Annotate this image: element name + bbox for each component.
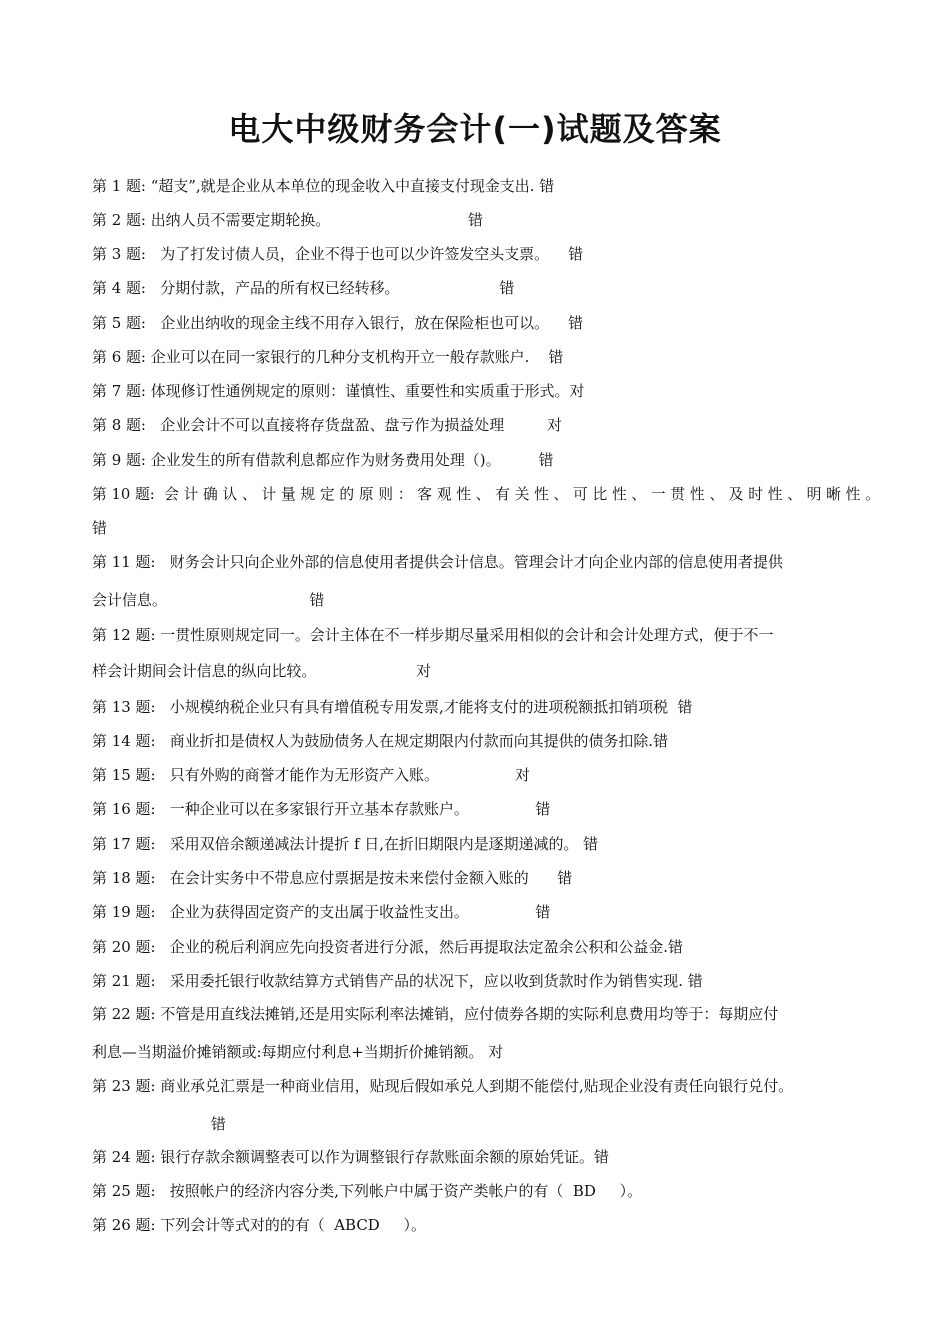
question-line: 第 11 题: 财务会计只向企业外部的信息使用者提供会计信息。管理会计才向企业内部的信息使用者提供 bbox=[92, 553, 783, 571]
question-line: 第 6 题: 企业可以在同一家银行的几种分支机构开立一般存款账户. 错 bbox=[92, 348, 564, 366]
question-line: 错 bbox=[92, 1115, 226, 1133]
question-line: 第 13 题: 小规模纳税企业只有具有增值税专用发票,才能将支付的进项税额抵扣销项税 错 bbox=[92, 698, 693, 716]
question-line: 第 24 题: 银行存款余额调整表可以作为调整银行存款账面余额的原始凭证。错 bbox=[92, 1148, 609, 1166]
question-line: 第 3 题: 为了打发讨债人员，企业不得于也可以少许签发空头支票。 错 bbox=[92, 245, 584, 263]
question-line: 第 17 题: 采用双倍余额递减法计提折 f 日,在折旧期限内是逐期递减的。 错 bbox=[92, 835, 599, 853]
document-title: 电大中级财务会计(一)试题及答案 bbox=[228, 110, 722, 148]
question-line: 第 7 题: 体现修订性通例规定的原则：谨慎性、重要性和实质重于形式。对 bbox=[92, 382, 585, 400]
question-line: 样会计期间会计信息的纵向比较。 对 bbox=[92, 662, 432, 680]
question-line: 第 1 题: “超支”,就是企业从本单位的现金收入中直接支付现金支出. 错 bbox=[92, 177, 555, 195]
question-line: 第 18 题: 在会计实务中不带息应付票据是按未来偿付金额入账的 错 bbox=[92, 869, 573, 887]
question-line: 利息—当期溢价摊销额或:每期应付利息+当期折价摊销额。 对 bbox=[92, 1043, 504, 1061]
question-line: 第 26 题: 下列会计等式对的的有（ ABCD ）。 bbox=[92, 1216, 426, 1234]
question-line: 第 22 题: 不管是用直线法摊销,还是用实际利率法摊销，应付债券各期的实际利息费用均等于：每期应付 bbox=[92, 1005, 779, 1023]
question-line: 第 4 题: 分期付款，产品的所有权已经转移。 错 bbox=[92, 279, 515, 297]
question-line: 第 20 题: 企业的税后利润应先向投资者进行分派，然后再提取法定盈余公积和公益金.错 bbox=[92, 938, 683, 956]
question-line: 第 5 题: 企业出纳收的现金主线不用存入银行，放在保险柜也可以。 错 bbox=[92, 314, 584, 332]
question-line: 第 2 题: 出纳人员不需要定期轮换。 错 bbox=[92, 211, 484, 229]
question-line: 错 bbox=[92, 519, 107, 537]
question-line: 第 19 题: 企业为获得固定资产的支出属于收益性支出。 错 bbox=[92, 903, 551, 921]
question-line: 第 8 题: 企业会计不可以直接将存货盘盈、盘亏作为损益处理 对 bbox=[92, 416, 562, 434]
question-line: 会计信息。 错 bbox=[92, 591, 325, 609]
question-line: 第 12 题: 一贯性原则规定同一。会计主体在不一样步期尽量采用相似的会计和会计处理方式，便于不一 bbox=[92, 626, 774, 644]
question-line: 第 25 题: 按照帐户的经济内容分类,下列帐户中属于资产类帐户的有（ BD ）。 bbox=[92, 1182, 643, 1200]
question-line: 第 23 题: 商业承兑汇票是一种商业信用，贴现后假如承兑人到期不能偿付,贴现企业没有责任向银行兑付。 bbox=[92, 1077, 794, 1095]
question-line: 第 10 题: 会 计 确 认 、 计 量 规 定 的 原 则 ： 客 观 性 、 有 关 性 、 可 比 性 、 一 贯 性 、 及 时 性 、 明 晰 性 。 bbox=[92, 485, 880, 503]
question-line: 第 15 题: 只有外购的商誉才能作为无形资产入账。 对 bbox=[92, 766, 530, 784]
question-line: 第 21 题: 采用委托银行收款结算方式销售产品的状况下，应以收到货款时作为销售实现. 错 bbox=[92, 972, 703, 990]
question-line: 第 14 题: 商业折扣是债权人为鼓励债务人在规定期限内付款而向其提供的债务扣除.错 bbox=[92, 732, 669, 750]
question-line: 第 9 题: 企业发生的所有借款利息都应作为财务费用处理（)。 错 bbox=[92, 451, 554, 469]
question-line: 第 16 题: 一种企业可以在多家银行开立基本存款账户。 错 bbox=[92, 800, 551, 818]
